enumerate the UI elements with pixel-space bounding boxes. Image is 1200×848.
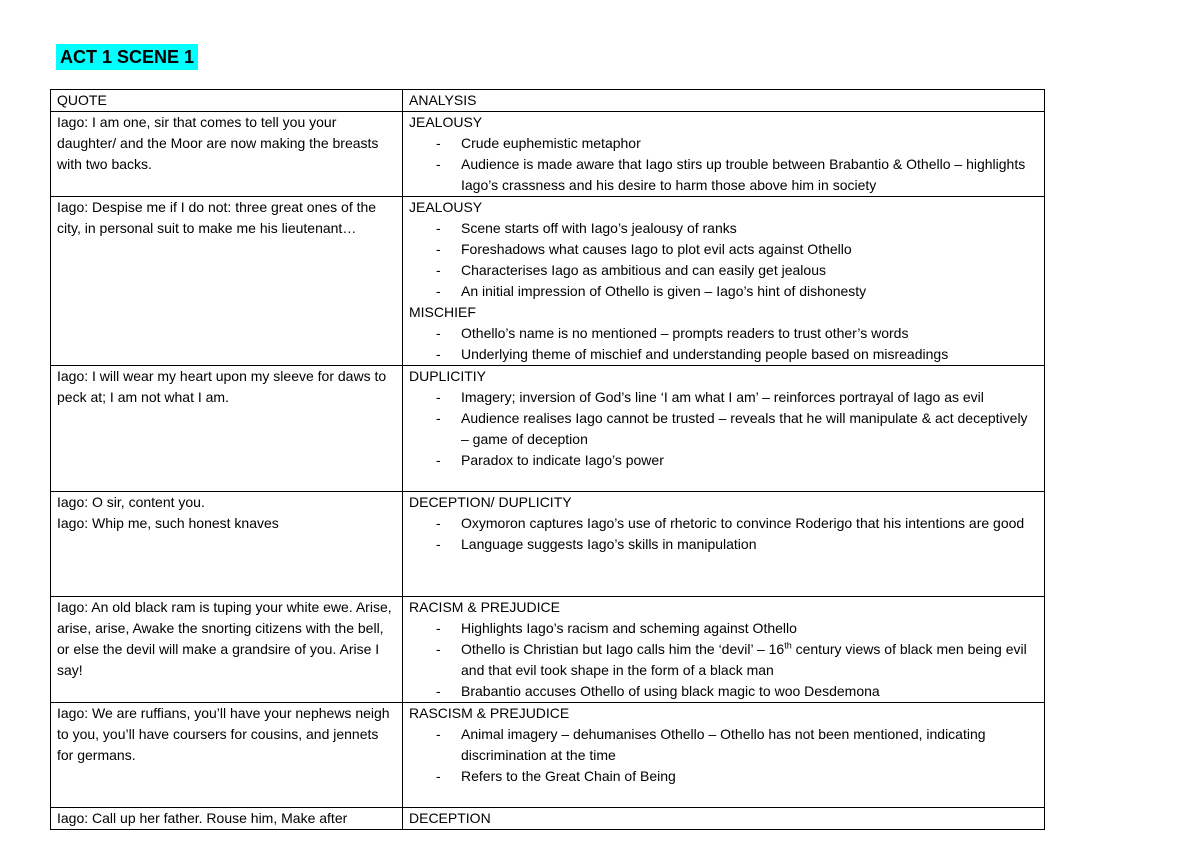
point-text: Highlights Iago’s racism and scheming against Othello xyxy=(461,620,797,636)
dash-bullet: - xyxy=(436,683,441,699)
point-text: Scene starts off with Iago’s jealousy of ranks xyxy=(461,220,737,236)
dash-bullet: - xyxy=(436,536,441,552)
analysis-point xyxy=(409,260,1038,281)
quote-text: Iago: Call up her father. Rouse him, Make after xyxy=(57,810,348,826)
theme-heading: DECEPTION xyxy=(409,810,491,826)
analysis-point xyxy=(409,724,1038,766)
quote-text: Iago: An old black ram is tuping your white ewe. Arise, arise, arise, Awake the snorting citizens with the bell, or else the devil will make a grandsire of you. Arise I say! xyxy=(57,599,392,678)
analysis-point xyxy=(409,534,1038,555)
page-title: ACT 1 SCENE 1 xyxy=(56,44,198,70)
quote-text: Iago: O sir, content you. xyxy=(57,494,205,510)
analysis-point xyxy=(409,681,1038,702)
quote-cell xyxy=(51,597,403,703)
analysis-cell xyxy=(403,366,1045,492)
analysis-point xyxy=(409,513,1038,534)
dash-bullet: - xyxy=(436,410,441,426)
point-text: Audience is made aware that Iago stirs up trouble between Brabantio & Othello – highlights Iago’s crassness and his desire to harm those above him in society xyxy=(461,156,1026,193)
point-text: Language suggests Iago’s skills in manipulation xyxy=(461,536,757,552)
analysis-points xyxy=(409,218,1038,302)
theme-heading: JEALOUSY xyxy=(409,114,483,130)
point-text: Oxymoron captures Iago’s use of rhetoric to convince Roderigo that his intentions are good xyxy=(461,515,1025,531)
analysis-point xyxy=(409,408,1038,450)
theme-heading: DUPLICITIY xyxy=(409,368,487,384)
analysis-points xyxy=(409,133,1038,196)
point-text: Othello’s name is no mentioned – prompts readers to trust other’s words xyxy=(461,325,909,341)
table-row xyxy=(51,492,1045,597)
quote-text: Iago: We are ruffians, you’ll have your nephews neigh to you, you’ll have coursers for cousins, and jennets for germans. xyxy=(57,705,390,763)
dash-bullet: - xyxy=(436,768,441,784)
analysis-cell xyxy=(403,492,1045,597)
analysis-points xyxy=(409,618,1038,702)
quote-cell xyxy=(51,492,403,597)
analysis-point xyxy=(409,281,1038,302)
analysis-points xyxy=(409,323,1038,365)
analysis-cell xyxy=(403,112,1045,197)
table-row xyxy=(51,703,1045,808)
analysis-point xyxy=(409,323,1038,344)
dash-bullet: - xyxy=(436,241,441,257)
header-analysis: ANALYSIS xyxy=(403,90,1045,112)
dash-bullet: - xyxy=(436,620,441,636)
analysis-point xyxy=(409,387,1038,408)
dash-bullet: - xyxy=(436,220,441,236)
point-text: Othello is Christian but Iago calls him the ‘devil’ – 16th century views of black men being evil and that evil took shape in the form of a black man xyxy=(461,640,1027,678)
analysis-cell xyxy=(403,597,1045,703)
table-row xyxy=(51,112,1045,197)
quote-cell xyxy=(51,112,403,197)
dash-bullet: - xyxy=(436,283,441,299)
dash-bullet: - xyxy=(436,156,441,172)
point-text: Underlying theme of mischief and understanding people based on misreadings xyxy=(461,346,949,362)
analysis-cell xyxy=(403,808,1045,830)
table-header-row xyxy=(51,90,1045,112)
analysis-cell xyxy=(403,703,1045,808)
analysis-cell xyxy=(403,197,1045,366)
dash-bullet: - xyxy=(436,515,441,531)
point-text: Paradox to indicate Iago’s power xyxy=(461,452,664,468)
table-row xyxy=(51,808,1045,830)
quote-cell xyxy=(51,366,403,492)
point-text: Refers to the Great Chain of Being xyxy=(461,768,676,784)
theme-heading: RASCISM & PREJUDICE xyxy=(409,705,570,721)
analysis-point xyxy=(409,154,1038,196)
point-text: Imagery; inversion of God’s line ‘I am what I am’ – reinforces portrayal of Iago as evil xyxy=(461,389,984,405)
point-text: Foreshadows what causes Iago to plot evil acts against Othello xyxy=(461,241,852,257)
analysis-points xyxy=(409,724,1038,787)
theme-heading: DECEPTION/ DUPLICITY xyxy=(409,494,572,510)
quote-text: Iago: I am one, sir that comes to tell you your daughter/ and the Moor are now making the breasts with two backs. xyxy=(57,114,379,172)
quote-cell xyxy=(51,703,403,808)
quote-analysis-table xyxy=(50,89,1045,830)
analysis-point xyxy=(409,766,1038,787)
dash-bullet: - xyxy=(436,135,441,151)
point-text: Crude euphemistic metaphor xyxy=(461,135,641,151)
table-row xyxy=(51,197,1045,366)
dash-bullet: - xyxy=(436,262,441,278)
analysis-points xyxy=(409,387,1038,471)
theme-heading: RACISM & PREJUDICE xyxy=(409,599,560,615)
point-text: Brabantio accuses Othello of using black magic to woo Desdemona xyxy=(461,683,880,699)
header-quote: QUOTE xyxy=(51,90,403,112)
analysis-point xyxy=(409,239,1038,260)
quote-cell xyxy=(51,197,403,366)
quote-cell xyxy=(51,808,403,830)
quote-text: Iago: I will wear my heart upon my sleeve for daws to peck at; I am not what I am. xyxy=(57,368,387,405)
table-row xyxy=(51,366,1045,492)
point-text: An initial impression of Othello is given – Iago’s hint of dishonesty xyxy=(461,283,867,299)
dash-bullet: - xyxy=(436,346,441,362)
point-text: Audience realises Iago cannot be trusted – reveals that he will manipulate & act deceptively – game of deception xyxy=(461,410,1028,447)
theme-heading: MISCHIEF xyxy=(409,304,476,320)
table-body xyxy=(51,112,1045,830)
analysis-point xyxy=(409,218,1038,239)
dash-bullet: - xyxy=(436,325,441,341)
analysis-points xyxy=(409,513,1038,555)
table-row xyxy=(51,597,1045,703)
point-text: Characterises Iago as ambitious and can easily get jealous xyxy=(461,262,826,278)
analysis-point xyxy=(409,639,1038,681)
dash-bullet: - xyxy=(436,452,441,468)
quote-text: Iago: Despise me if I do not: three great ones of the city, in personal suit to make me his lieutenant… xyxy=(57,199,377,236)
analysis-point xyxy=(409,133,1038,154)
theme-heading: JEALOUSY xyxy=(409,199,483,215)
analysis-point xyxy=(409,344,1038,365)
point-text: Animal imagery – dehumanises Othello – Othello has not been mentioned, indicating discrimination at the time xyxy=(461,726,986,763)
quote-text: Iago: Whip me, such honest knaves xyxy=(57,515,279,531)
analysis-point xyxy=(409,618,1038,639)
dash-bullet: - xyxy=(436,389,441,405)
dash-bullet: - xyxy=(436,641,441,657)
analysis-point xyxy=(409,450,1038,471)
dash-bullet: - xyxy=(436,726,441,742)
